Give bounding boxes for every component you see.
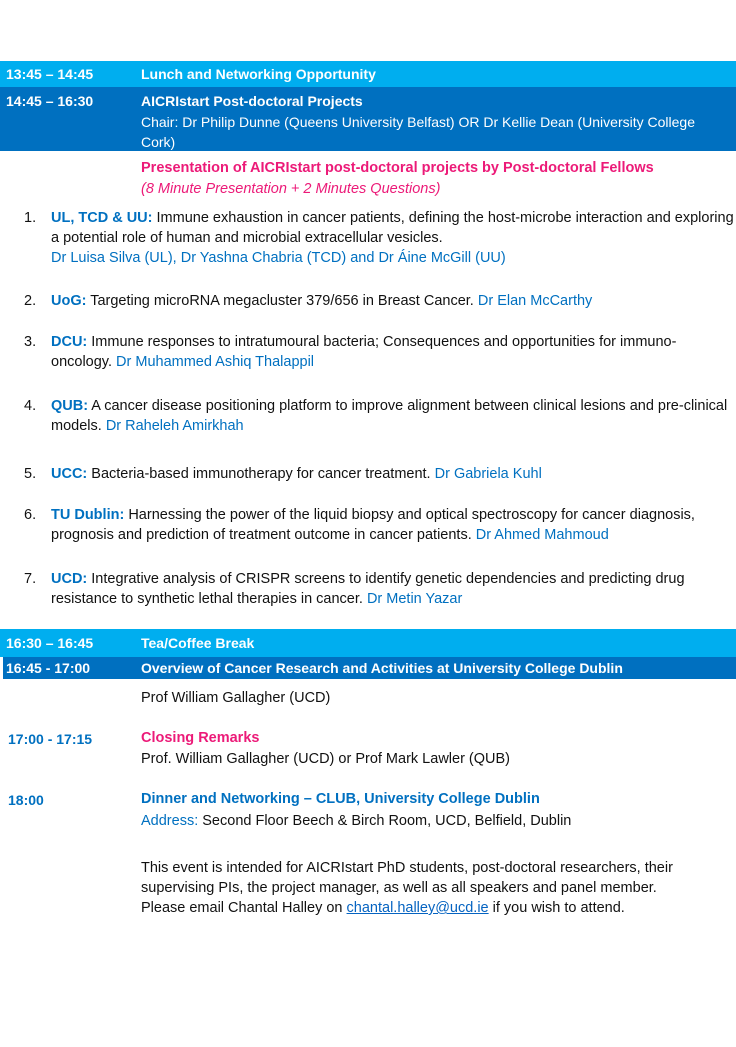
- item-text: Integrative analysis of CRISPR screens to identify genetic dependencies and predicting drug resistance to synthetic lethal therapies in cancer.: [51, 571, 685, 607]
- note-text-end: if you wish to attend.: [488, 900, 625, 916]
- address-label: Address:: [141, 813, 199, 829]
- item-institution: UCC:: [51, 466, 88, 482]
- item-institution: QUB:: [51, 398, 89, 414]
- list-item: [24, 464, 734, 484]
- overview-speaker: Prof William Gallagher (UCD): [141, 690, 331, 706]
- item-number: 6.: [24, 507, 37, 523]
- item-text: Immune responses to intratumoural bacteria; Consequences and opportunities for immuno-oncology.: [51, 334, 677, 370]
- item-speaker: Dr Raheleh Amirkhah: [105, 418, 244, 434]
- session-chair: Chair: Dr Philip Dunne (Queens University Belfast) OR Dr Kellie Dean (University College Cork): [141, 114, 695, 150]
- list-item: [24, 396, 734, 436]
- item-institution: DCU:: [51, 334, 88, 350]
- address-value: Second Floor Beech & Birch Room, UCD, Belfield, Dublin: [198, 813, 572, 829]
- closing-title: Closing Remarks: [141, 730, 260, 746]
- closing-time: 17:00 - 17:15: [8, 731, 93, 747]
- item-text: Harnessing the power of the liquid biopsy and optical spectroscopy for cancer diagnosis, prognosis and prediction of treatment outcome in cancer patients.: [51, 507, 695, 543]
- list-item: [24, 208, 734, 268]
- schedule-row-tea: [0, 629, 736, 657]
- row-title: Tea/Coffee Break: [141, 635, 255, 651]
- item-institution: UL, TCD & UU:: [51, 210, 153, 226]
- item-number: 2.: [24, 293, 37, 309]
- dinner-time: 18:00: [8, 792, 44, 808]
- list-item: [24, 505, 734, 545]
- row-time: 14:45 – 16:30: [6, 93, 94, 109]
- row-title: Overview of Cancer Research and Activities at University College Dublin: [141, 660, 623, 676]
- row-time: 13:45 – 14:45: [6, 66, 94, 82]
- item-speaker: Dr Metin Yazar: [366, 591, 463, 607]
- note-text: This event is intended for AICRIstart PhD students, post-doctoral researchers, their supervising PIs, the project manager, as well as all speakers and panel member. Please email Chantal Halley on: [141, 860, 673, 916]
- session-subheading: (8 Minute Presentation + 2 Minutes Questions): [141, 181, 441, 197]
- item-speaker: Dr Ahmed Mahmoud: [475, 527, 609, 543]
- schedule-row-overview: [3, 657, 736, 679]
- item-institution: UCD:: [51, 571, 88, 587]
- item-text: Bacteria-based immunotherapy for cancer treatment.: [87, 466, 435, 482]
- item-institution: UoG:: [51, 293, 87, 309]
- dinner-address: [141, 811, 571, 831]
- item-number: 3.: [24, 334, 37, 350]
- item-speaker: Dr Muhammed Ashiq Thalappil: [116, 354, 315, 370]
- item-speaker: Dr Luisa Silva (UL), Dr Yashna Chabria (TCD) and Dr Áine McGill (UU): [51, 250, 506, 266]
- item-number: 4.: [24, 398, 37, 414]
- item-text: Immune exhaustion in cancer patients, defining the host-microbe interaction and exploring a potential role of human and microbial extracellular vesicles.: [51, 210, 734, 246]
- item-institution: TU Dublin:: [51, 507, 125, 523]
- row-title: AICRIstart Post-doctoral Projects: [141, 93, 363, 109]
- session-heading: Presentation of AICRIstart post-doctoral projects by Post-doctoral Fellows: [141, 160, 654, 176]
- closing-speaker: Prof. William Gallagher (UCD) or Prof Mark Lawler (QUB): [141, 751, 511, 767]
- email-link[interactable]: chantal.halley@ucd.ie: [346, 900, 489, 916]
- item-number: 7.: [24, 571, 37, 587]
- item-number: 5.: [24, 466, 37, 482]
- list-item: [24, 291, 734, 311]
- item-speaker: Dr Elan McCarthy: [477, 293, 593, 309]
- schedule-row-lunch: [0, 61, 736, 87]
- item-number: 1.: [24, 210, 37, 226]
- item-speaker: Dr Gabriela Kuhl: [434, 466, 542, 482]
- dinner-title: Dinner and Networking – CLUB, University College Dublin: [141, 791, 540, 807]
- attendance-note: [141, 858, 676, 918]
- list-item: [24, 332, 734, 372]
- list-item: [24, 569, 734, 609]
- row-time: 16:45 - 17:00: [6, 660, 91, 676]
- row-title: Lunch and Networking Opportunity: [141, 66, 376, 82]
- row-time: 16:30 – 16:45: [6, 635, 94, 651]
- schedule-row-postdoc: [0, 87, 736, 151]
- item-text: A cancer disease positioning platform to improve alignment between clinical lesions and pre-clinical models.: [51, 398, 728, 434]
- item-text: Targeting microRNA megacluster 379/656 in Breast Cancer.: [86, 293, 478, 309]
